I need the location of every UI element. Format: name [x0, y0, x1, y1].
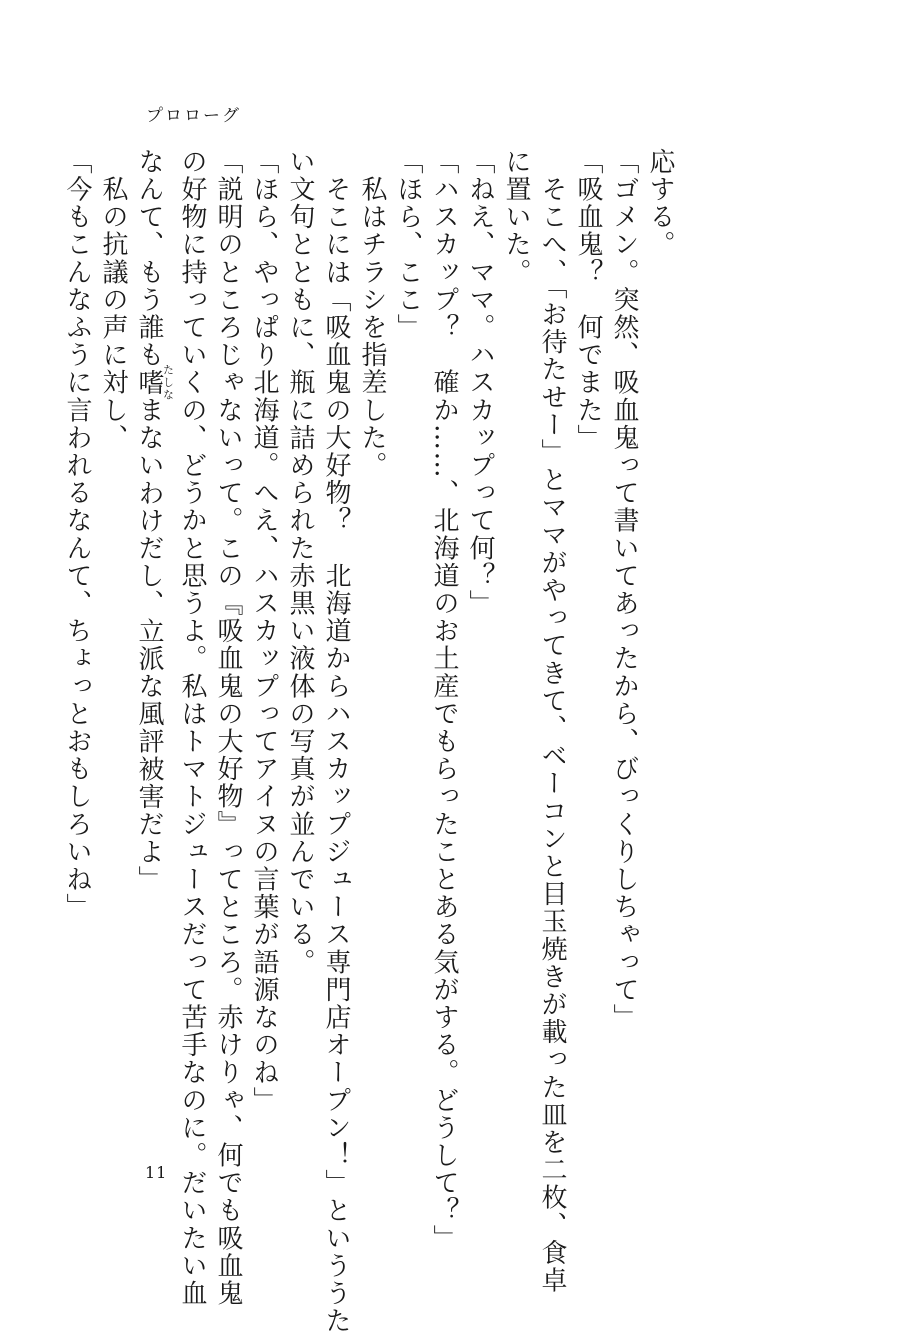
text-segment: まないわけだし、立派な風評被害だよ」 [134, 396, 164, 894]
text-segment: なんて、もう誰も [134, 148, 164, 369]
text-line: 「吸血鬼？ 何でまた」 [573, 148, 603, 452]
text-line: い文句とともに、瓶に詰められた赤黒い液体の写真が並んでいる。 [285, 148, 315, 976]
text-line: 「ほら、やっぱり北海道。へえ、ハスカップってアイヌの言葉が語源なのね」 [249, 148, 279, 1114]
text-line: 「ゴメン。突然、吸血鬼って書いてあったから、びっくりしちゃって」 [609, 148, 639, 1032]
text-line: の好物に持っていくの、どうかと思うよ。私はトマトジュースだって苦手なのに。だいたい血 [177, 148, 207, 1308]
text-line: そこへ、「お待たせー」とママがやってきて、ベーコンと目玉焼きが載った皿を二枚、食卓 [537, 148, 567, 1295]
text-line: 「今もこんなふうに言われるなんて、ちょっとおもしろいね」 [62, 148, 92, 921]
ruby-reading: たしな [161, 363, 175, 402]
ruby-base: 嗜 [134, 363, 164, 402]
text-line: 「説明のところじゃないって。この『吸血鬼の大好物』ってところ。赤けりゃ、何でも吸血鬼 [213, 148, 243, 1308]
text-line: 私の抗議の声に対し、 [98, 148, 128, 452]
text-line: 応する。 [645, 148, 675, 259]
text-line [131, 148, 175, 894]
page-number: 11 [145, 1163, 168, 1182]
running-head: プロローグ [146, 106, 241, 126]
ruby-word [134, 363, 175, 402]
text-line: 「ねえ、ママ。ハスカップって何？」 [465, 148, 495, 618]
text-line: 「ハスカップ？ 確か……、北海道のお土産でもらったことある気がする。どうして？」 [429, 148, 459, 1252]
text-line: 私はチラシを指差した。 [357, 148, 387, 480]
text-line: 「ほら、ここ」 [393, 148, 423, 342]
text-line: に置いた。 [501, 148, 531, 286]
text-line: そこには「吸血鬼の大好物？ 北海道からハスカップジュース専門店オープン！」といううた [321, 148, 351, 1335]
